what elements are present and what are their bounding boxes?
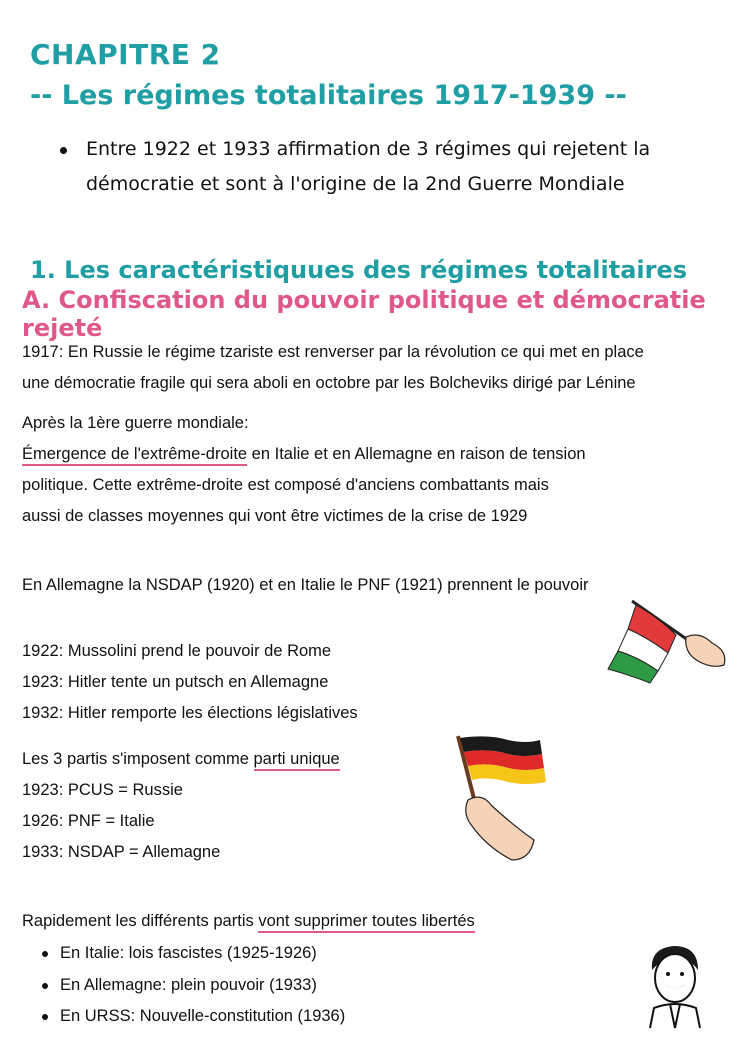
bullet-icon xyxy=(42,983,48,989)
page-title: -- Les régimes totalitaires 1917-1939 -- xyxy=(30,80,627,111)
party-item: 1923: PCUS = Russie xyxy=(22,781,183,799)
chapter-label: CHAPITRE 2 xyxy=(30,38,221,71)
parties-intro: Les 3 partis s'imposent comme xyxy=(22,750,254,768)
liberties-intro: Rapidement les différents partis xyxy=(22,912,259,930)
paragraph-nsdap-pnf: En Allemagne la NSDAP (1920) et en Italie le PNF (1921) prennent le pouvoir xyxy=(22,576,589,594)
list-item: En Allemagne: plein pouvoir (1933) xyxy=(40,970,345,1002)
p2-line-1 xyxy=(22,439,732,470)
paragraph-extreme-droite xyxy=(22,408,732,532)
party-item: 1926: PNF = Italie xyxy=(22,812,155,830)
p1-line-1: 1917: En Russie le régime tzariste est renverser par la révolution ce qui met en place xyxy=(22,343,644,361)
parties-block xyxy=(22,744,340,868)
portrait-illustration xyxy=(640,940,710,1030)
party-item: 1933: NSDAP = Allemagne xyxy=(22,843,221,861)
section-heading-1: 1. Les caractéristiquues des régimes totalitaires xyxy=(30,256,688,284)
intro-line-1: Entre 1922 et 1933 affirmation de 3 régimes qui rejetent la xyxy=(86,138,651,160)
italian-flag-icon xyxy=(600,595,735,690)
section-heading-a: A. Confiscation du pouvoir politique et démocratie rejeté xyxy=(22,286,706,342)
bullet-icon xyxy=(60,147,67,154)
list-item: En Italie: lois fascistes (1925-1926) xyxy=(40,938,345,970)
intro-bullet xyxy=(62,132,722,202)
timeline-item: 1923: Hitler tente un putsch en Allemagne xyxy=(22,673,329,691)
list-item: En URSS: Nouvelle-constitution (1936) xyxy=(40,1001,345,1033)
p2-intro: Après la 1ère guerre mondiale: xyxy=(22,414,249,432)
timeline-item: 1932: Hitler remporte les élections législatives xyxy=(22,704,358,722)
timeline-item: 1922: Mussolini prend le pouvoir de Rome xyxy=(22,642,332,660)
underlined-phrase: vont supprimer toutes libertés xyxy=(258,912,474,933)
paragraph-1917 xyxy=(22,337,732,399)
parties-intro-line xyxy=(22,744,340,775)
underlined-phrase: parti unique xyxy=(254,750,340,771)
bullet-icon xyxy=(42,951,48,957)
german-flag-icon xyxy=(448,730,558,870)
intro-line-2: démocratie et sont à l'origine de la 2nd Guerre Mondiale xyxy=(86,173,625,195)
liberties-intro-line xyxy=(22,906,475,937)
timeline-list xyxy=(22,636,358,729)
p2-line-1-rest: en Italie et en Allemagne en raison de tension xyxy=(247,445,586,463)
liberties-list xyxy=(40,938,345,1033)
p2-line-2: politique. Cette extrême-droite est composé d'anciens combattants mais xyxy=(22,476,549,494)
p2-line-3: aussi de classes moyennes qui vont être victimes de la crise de 1929 xyxy=(22,507,528,525)
underlined-phrase: Émergence de l'extrême-droite xyxy=(22,445,247,466)
bullet-icon xyxy=(42,1014,48,1020)
p1-line-2: une démocratie fragile qui sera aboli en octobre par les Bolcheviks dirigé par Lénine xyxy=(22,374,636,392)
